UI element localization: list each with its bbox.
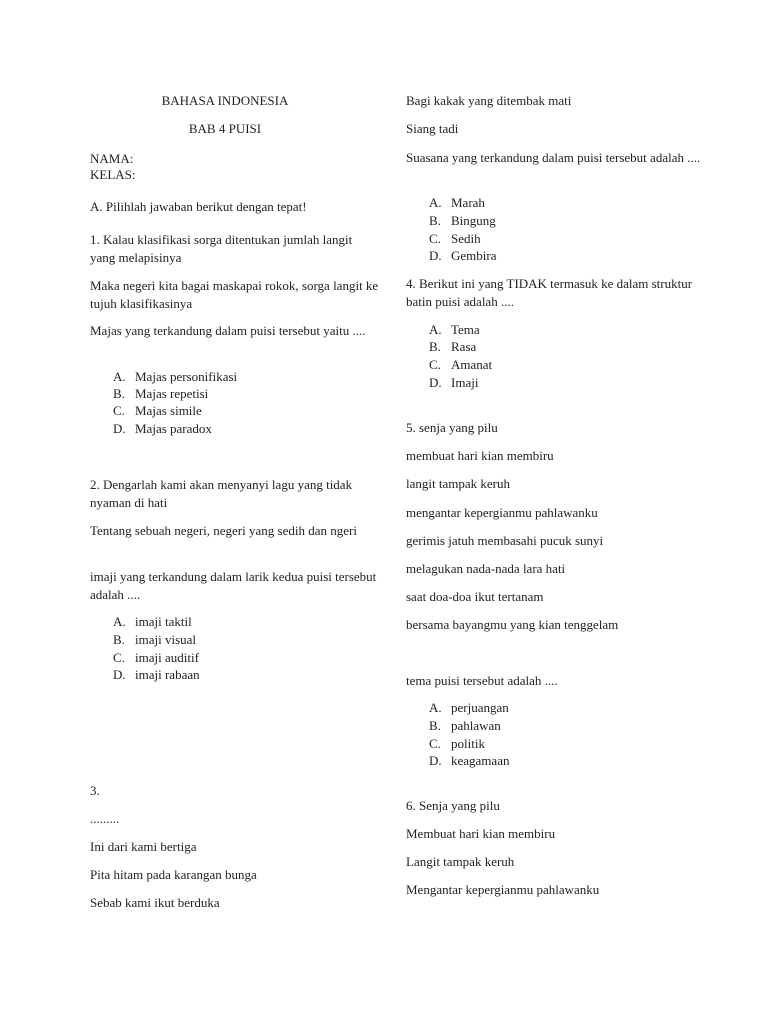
- chapter-title: BAB 4 PUISI: [188, 121, 262, 136]
- option-letter: B.: [113, 386, 125, 401]
- option-text: Majas personifikasi: [135, 369, 238, 384]
- q5-option-d[interactable]: [429, 752, 509, 770]
- option-letter: C.: [429, 357, 441, 372]
- q6-line-4: Mengantar kepergianmu pahlawanku: [406, 882, 600, 897]
- q2-option-d[interactable]: [113, 666, 200, 684]
- option-letter: B.: [113, 632, 125, 647]
- option-letter: A.: [113, 614, 126, 629]
- q2-line-3: imaji yang terkandung dalam larik kedua puisi tersebut adalah ....: [90, 569, 377, 602]
- option-letter: A.: [429, 322, 442, 337]
- q1-option-b[interactable]: [113, 385, 208, 403]
- q3-line-5: Siang tadi: [406, 121, 459, 136]
- q1-option-c[interactable]: [113, 402, 202, 420]
- q6-line-1: 6. Senja yang pilu: [406, 798, 500, 813]
- option-text: Bingung: [451, 213, 496, 228]
- q3-line-2: Pita hitam pada karangan bunga: [90, 867, 257, 882]
- option-letter: D.: [113, 667, 126, 682]
- option-text: imaji auditif: [135, 650, 199, 665]
- option-text: Sedih: [451, 231, 481, 246]
- option-text: Rasa: [451, 339, 477, 354]
- option-text: politik: [451, 736, 485, 751]
- q6-line-3: Langit tampak keruh: [406, 854, 515, 869]
- q1-line-1: 1. Kalau klasifikasi sorga ditentukan jumlah langit yang melapisinya: [90, 232, 353, 265]
- q5-line-5: gerimis jatuh membasahi pucuk sunyi: [406, 533, 604, 548]
- option-text: Majas simile: [135, 403, 202, 418]
- option-text: Majas repetisi: [135, 386, 209, 401]
- option-text: Amanat: [451, 357, 493, 372]
- q2-option-c[interactable]: [113, 649, 199, 667]
- option-letter: A.: [113, 369, 126, 384]
- q5-option-c[interactable]: [429, 735, 485, 753]
- q3-option-c[interactable]: [429, 230, 481, 248]
- option-letter: B.: [429, 718, 441, 733]
- option-letter: B.: [429, 213, 441, 228]
- q6-line-2: Membuat hari kian membiru: [406, 826, 556, 841]
- q1-option-a[interactable]: [113, 368, 237, 386]
- q5-line-1: 5. senja yang pilu: [406, 420, 498, 435]
- option-text: pahlawan: [451, 718, 501, 733]
- option-text: imaji rabaan: [135, 667, 200, 682]
- option-letter: C.: [429, 231, 441, 246]
- option-letter: D.: [429, 753, 442, 768]
- option-text: keagamaan: [451, 753, 510, 768]
- option-text: Gembira: [451, 248, 497, 263]
- q5-option-b[interactable]: [429, 717, 501, 735]
- q5-line-4: mengantar kepergianmu pahlawanku: [406, 505, 598, 520]
- option-letter: C.: [429, 736, 441, 751]
- instruction: A. Pilihlah jawaban berikut dengan tepat!: [90, 199, 307, 214]
- option-text: Tema: [451, 322, 480, 337]
- q4-question: 4. Berikut ini yang TIDAK termasuk ke dalam struktur batin puisi adalah ....: [406, 276, 693, 309]
- q2-option-b[interactable]: [113, 631, 196, 649]
- option-letter: A.: [429, 195, 442, 210]
- q3-line-1: Ini dari kami bertiga: [90, 839, 197, 854]
- option-text: perjuangan: [451, 700, 509, 715]
- q3-line-4: Bagi kakak yang ditembak mati: [406, 93, 572, 108]
- q4-option-c[interactable]: [429, 356, 492, 374]
- option-letter: D.: [429, 375, 442, 390]
- q5-line-7: saat doa-doa ikut tertanam: [406, 589, 544, 604]
- q3-option-d[interactable]: [429, 247, 496, 265]
- option-letter: C.: [113, 403, 125, 418]
- q5-line-2: membuat hari kian membiru: [406, 448, 554, 463]
- option-letter: B.: [429, 339, 441, 354]
- q1-line-2: Maka negeri kita bagai maskapai rokok, sorga langit ke tujuh klasifikasinya: [90, 278, 379, 311]
- q3-option-a[interactable]: [429, 194, 485, 212]
- q2-line-1: 2. Dengarlah kami akan menyanyi lagu yang tidak nyaman di hati: [90, 477, 353, 510]
- option-letter: C.: [113, 650, 125, 665]
- q5-line-8: bersama bayangmu yang kian tenggelam: [406, 617, 619, 632]
- subject-title: BAHASA INDONESIA: [161, 93, 289, 108]
- q3-question: Suasana yang terkandung dalam puisi tersebut adalah ....: [406, 150, 701, 165]
- option-text: imaji visual: [135, 632, 197, 647]
- option-text: Marah: [451, 195, 485, 210]
- q4-option-a[interactable]: [429, 321, 480, 339]
- q5-line-3: langit tampak keruh: [406, 476, 510, 491]
- q3-ellipsis: .........: [90, 811, 120, 826]
- option-text: imaji taktil: [135, 614, 192, 629]
- q2-line-2: Tentang sebuah negeri, negeri yang sedih dan ngeri: [90, 523, 357, 538]
- name-label: NAMA:: [90, 151, 134, 166]
- option-text: Imaji: [451, 375, 479, 390]
- option-text: Majas paradox: [135, 421, 212, 436]
- q5-option-a[interactable]: [429, 699, 509, 717]
- q5-line-6: melagukan nada-nada lara hati: [406, 561, 566, 576]
- option-letter: A.: [429, 700, 442, 715]
- q1-option-d[interactable]: [113, 420, 212, 438]
- q2-option-a[interactable]: [113, 613, 192, 631]
- q3-line-3: Sebab kami ikut berduka: [90, 895, 220, 910]
- option-letter: D.: [113, 421, 126, 436]
- option-letter: D.: [429, 248, 442, 263]
- q4-option-b[interactable]: [429, 338, 476, 356]
- q4-option-d[interactable]: [429, 374, 478, 392]
- q3-number: 3.: [90, 783, 100, 798]
- q1-line-3: Majas yang terkandung dalam puisi tersebut yaitu ....: [90, 323, 366, 338]
- class-label: KELAS:: [90, 167, 136, 182]
- q3-option-b[interactable]: [429, 212, 496, 230]
- q5-question: tema puisi tersebut adalah ....: [406, 673, 558, 688]
